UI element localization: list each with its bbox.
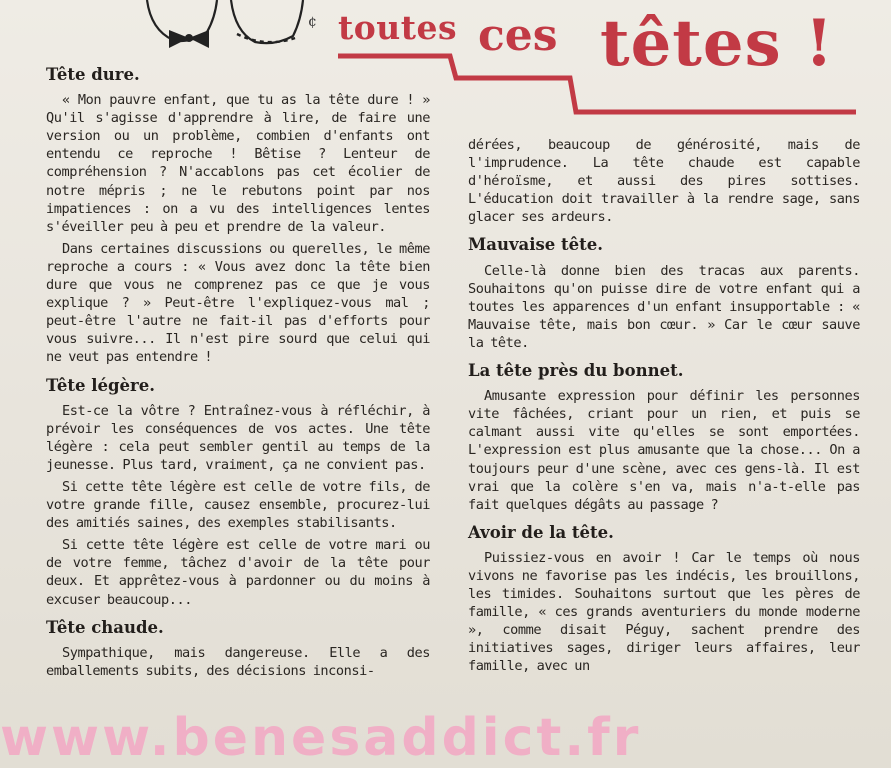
paragraph: Si cette tête légère est celle de votre fils, de votre grande fille, causez ensemble, procurez-lui des amitiés saines, des exemples stabilisants. bbox=[46, 478, 430, 532]
section-tete-pres-du-bonnet bbox=[468, 362, 860, 514]
right-column bbox=[468, 136, 860, 686]
section-title: Tête chaude. bbox=[46, 617, 164, 637]
paragraph: Si cette tête légère est celle de votre mari ou de votre femme, tâchez d'avoir de la tête pour deux. Et apprêtez-vous à pardonner ou du moins à excuser beaucoup... bbox=[46, 537, 430, 608]
paragraph: Puissiez-vous en avoir ! Car le temps où nous vivons ne favorise pas les indécis, les brouillons, les timides. Souhaitons surtout que les pères de famille, « ces grands aventuriers du monde moderne », comme disait Péguy, sachent prendre des initiatives sages, diriger leurs affaires, leur famille, avec un bbox=[468, 549, 860, 675]
headline-word-tetes: têtes ! bbox=[600, 6, 834, 81]
section-title: Mauvaise tête. bbox=[468, 235, 604, 255]
paragraph: Celle-là donne bien des tracas aux parents. Souhaitons qu'on puisse dire de votre enfant qui a toutes les apparences d'un enfant insupportable : « Mauvaise tête, mais bon cœur. » Car le cœur sauve la tête. bbox=[468, 262, 860, 351]
section-tete-legere bbox=[46, 377, 430, 609]
section-mauvaise-tete bbox=[468, 236, 860, 352]
section-title: Tête dure. bbox=[46, 65, 140, 84]
paragraph: Amusante expression pour définir les personnes vite fâchées, criant pour un rien, et puis se calmant aussi vite qu'elles se sont emportées. L'expression est plus amusante que la chose... On a toujours peur d'une scène, avec ces gens-là. Il est vrai que la colère s'en va, mais n'a-t-elle pas fait quelques dégâts au passage ? bbox=[468, 388, 860, 513]
continued-text bbox=[468, 136, 860, 226]
section-avoir-de-la-tete bbox=[468, 524, 860, 676]
section-title: La tête près du bonnet. bbox=[468, 361, 684, 381]
paragraph: « Mon pauvre enfant, que tu as la tête dure ! » Qu'il s'agisse d'apprendre à lire, de faire une version ou un problème, combien d'enfants ont entendu ce reproche ! Bêtise ? Lenteur de compréhension ? N'accablons pas cet écolier de notre mépris ; ne le rebutons point par nos impatiences : on a vu des intelligences lentes s'éveiller peu à peu et prendre de la valeur. bbox=[46, 92, 430, 235]
section-title: Avoir de la tête. bbox=[468, 522, 614, 542]
paragraph: Dans certaines discussions ou querelles, le même reproche a cours : « Vous avez donc la tête bien dure que vous ne comprenez pas ce que je vous explique ? » Peut-être l'expliquez-vous mal ; peut-être l'autre ne fait-il pas d'efforts pour vous suivre... Il n'est pire sourd que celui qui ne veut pas entendre ! bbox=[46, 240, 430, 366]
section-tete-chaude bbox=[46, 619, 430, 680]
headline-word-ces: ces bbox=[478, 10, 558, 61]
left-column bbox=[46, 66, 430, 690]
section-tete-dure bbox=[46, 66, 430, 367]
watermark: www.benesaddict.fr bbox=[0, 708, 642, 768]
cartoon-illustration bbox=[145, 0, 325, 55]
paragraph: Sympathique, mais dangereuse. Elle a des emballements subits, des décisions inconsi- bbox=[46, 644, 430, 679]
headline-word-toutes: toutes bbox=[338, 8, 458, 47]
svg-text:¢: ¢ bbox=[308, 14, 317, 30]
paragraph: Est-ce la vôtre ? Entraînez-vous à réfléchir, à prévoir les conséquences de vos actes. Une tête légère : cela peut sembler gentil au temps de la jeunesse. Plus tard, vraiment, ça ne convient pas. bbox=[46, 402, 430, 473]
section-title: Tête légère. bbox=[46, 375, 155, 395]
paragraph: dérées, beaucoup de générosité, mais de l'imprudence. La tête chaude est capable d'héroïsme, et aussi des pires sottises. L'éducation doit travailler à la rendre sage, sans glacer ses ardeurs. bbox=[468, 137, 860, 226]
